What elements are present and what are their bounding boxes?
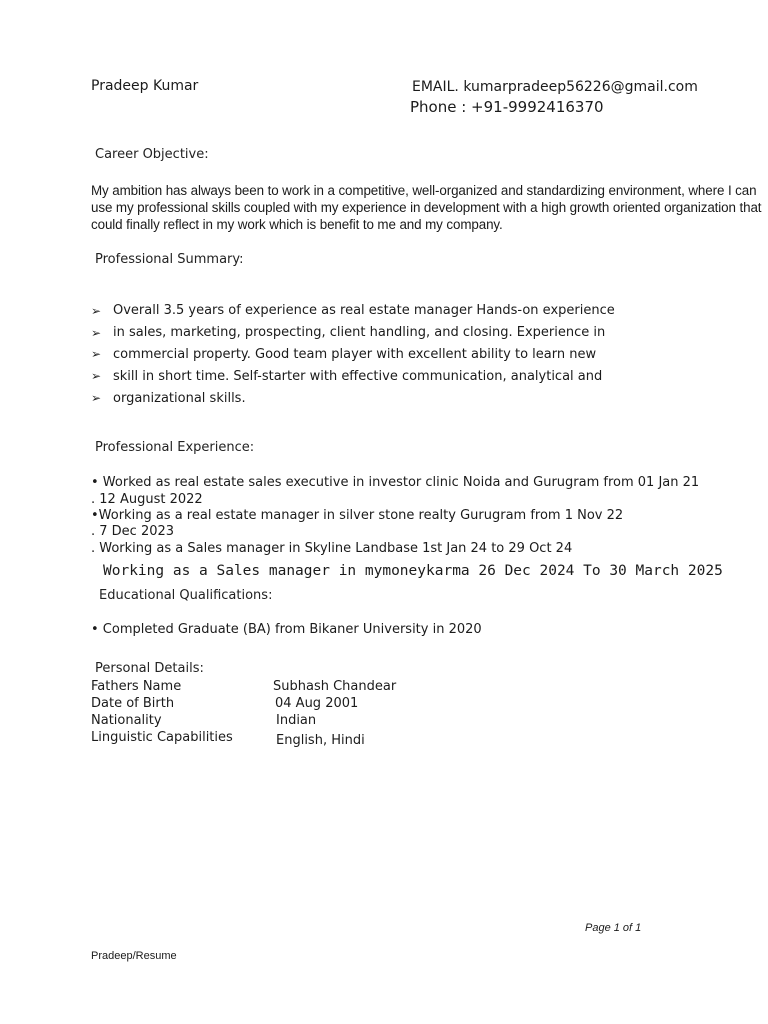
arrow-bullet-icon: ➢	[91, 369, 102, 384]
arrow-bullet-icon: ➢	[91, 347, 102, 362]
summary-bullet-item	[91, 322, 615, 344]
dob-value: 04 Aug 2001	[275, 696, 359, 711]
experience-line: . Working as a Sales manager in Skyline Landbase 1st Jan 24 to 29 Oct 24	[91, 541, 573, 556]
summary-line: Overall 3.5 years of experience as real estate manager Hands-on experience	[113, 303, 615, 319]
father-name-value: Subhash Chandear	[273, 679, 397, 694]
document-footer: Pradeep/Resume	[91, 950, 177, 962]
arrow-bullet-icon: ➢	[91, 303, 102, 318]
arrow-bullet-icon: ➢	[91, 391, 102, 406]
nationality-label: Nationality	[91, 713, 162, 728]
summary-bullet-item	[91, 365, 615, 387]
nationality-value: Indian	[276, 713, 317, 728]
email-line: EMAIL. kumarpradeep56226@gmail.com	[412, 79, 698, 95]
summary-bullet-item	[91, 387, 615, 409]
dob-label: Date of Birth	[91, 696, 175, 711]
summary-line: commercial property. Good team player with excellent ability to learn new	[113, 346, 597, 362]
experience-line: •Working as a real estate manager in silver stone realty Gurugram from 1 Nov 22	[91, 508, 624, 523]
experience-line: . 7 Dec 2023	[91, 524, 175, 539]
summary-line: organizational skills.	[113, 390, 246, 406]
education-item: • Completed Graduate (BA) from Bikaner University in 2020	[91, 622, 482, 637]
summary-bullet-item	[91, 300, 615, 322]
career-objective-text: My ambition has always been to work in a competitive, well-organized and standardizing environment, where I can use my professional skills coupled with my experience in development with a high growth oriented organization that could finally reflect in my work which is benefit to me and my company.	[91, 183, 762, 232]
summary-line: in sales, marketing, prospecting, client handling, and closing. Experience in	[113, 325, 606, 341]
professional-summary-heading: Professional Summary:	[95, 252, 244, 267]
personal-details-heading: Personal Details:	[95, 661, 204, 676]
experience-line: . 12 August 2022	[91, 492, 203, 507]
languages-value: English, Hindi	[276, 733, 365, 748]
languages-label: Linguistic Capabilities	[91, 730, 233, 745]
summary-line: skill in short time. Self-starter with effective communication, analytical and	[113, 368, 603, 384]
summary-bullet-item	[91, 344, 615, 366]
father-name-label: Fathers Name	[91, 679, 182, 694]
experience-line-current: Working as a Sales manager in mymoneykarma 26 Dec 2024 To 30 March 2025	[103, 563, 723, 579]
candidate-name: Pradeep Kumar	[91, 78, 199, 94]
arrow-bullet-icon: ➢	[91, 325, 102, 340]
professional-experience-heading: Professional Experience:	[95, 440, 255, 455]
experience-line: • Worked as real estate sales executive in investor clinic Noida and Gurugram from 01 Jan 21	[91, 475, 700, 490]
page-number: Page 1 of 1	[585, 922, 642, 934]
career-objective-heading: Career Objective:	[95, 147, 209, 162]
phone-line: Phone : +91-9992416370	[410, 98, 604, 116]
education-heading: Educational Qualifications:	[99, 588, 273, 603]
summary-bullet-list	[91, 300, 615, 409]
